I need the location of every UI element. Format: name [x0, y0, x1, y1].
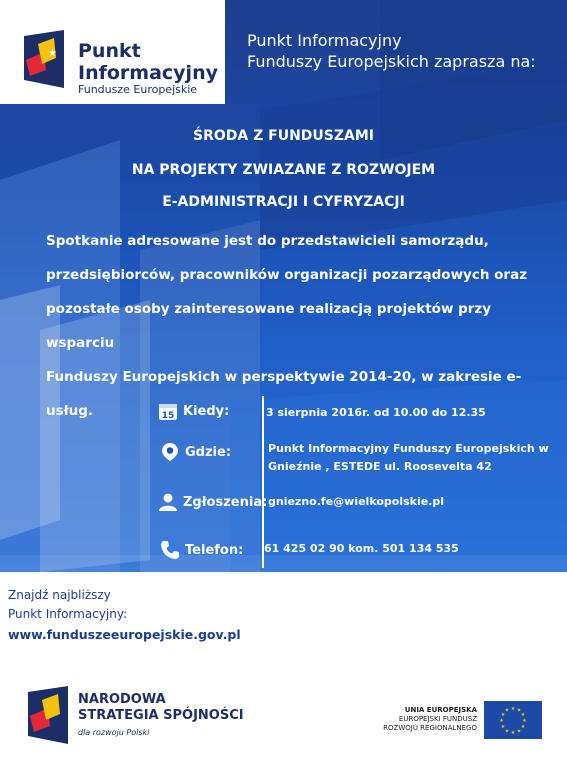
ue-line2: EUROPEJSKI FUNDUSZ: [398, 715, 477, 723]
nss-subtitle: dla rozwoju Polski: [78, 728, 150, 737]
person-icon: [158, 492, 178, 512]
nss-line2: STRATEGIA SPÓJNOŚCI: [78, 708, 244, 723]
description-line3: pozostałe osoby zainteresowane realizacją projektów przy wsparciu: [46, 301, 492, 351]
svg-text:★: ★: [504, 707, 510, 714]
event-title-line2: NA PROJEKTY ZWIAZANE Z ROZWOJEM: [131, 162, 436, 178]
svg-text:★: ★: [48, 48, 57, 59]
eu-fund-text: [355, 706, 477, 733]
ue-line1: UNIA EUROPEJSKA: [404, 706, 477, 714]
when-label: Kiedy:: [183, 403, 230, 419]
phone-value[interactable]: 61 425 02 90 kom. 501 134 535: [264, 542, 459, 555]
nss-logo-title: [78, 692, 244, 724]
where-label-group: [160, 442, 231, 462]
where-label: Gdzie:: [185, 444, 232, 460]
svg-text:★: ★: [520, 724, 526, 730]
where-value: [268, 440, 549, 476]
svg-text:★: ★: [510, 706, 516, 712]
event-title-line1: ŚRODA Z FUNDUSZAMI: [193, 128, 374, 144]
punkt-informacyjny-logo: [0, 0, 225, 104]
signup-label-group: [158, 492, 267, 512]
phone-icon: [160, 540, 180, 560]
svg-text:★: ★: [516, 728, 522, 735]
logo-title-line2: Informacyjny: [78, 62, 218, 84]
where-value-line2: Gnieźnie , ESTEDE ul. Roosevelta 42: [268, 460, 492, 473]
description-line4: Funduszy Europejskich w perspektywie 2014-20, w zakresie e-usług.: [46, 369, 522, 419]
signup-email[interactable]: gniezno.fe@wielkopolskie.pl: [268, 495, 445, 508]
find-line2: Punkt Informacyjny:: [8, 607, 128, 621]
location-pin-icon: [160, 442, 180, 462]
signup-label: Zgłoszenia:: [183, 494, 268, 510]
calendar-icon: [158, 401, 178, 421]
phone-label-group: [160, 540, 243, 560]
svg-text:★: ★: [500, 724, 506, 730]
invitation-line2: Funduszy Europejskich zaprasza na:: [247, 52, 536, 71]
eu-funds-flag-icon: [24, 30, 64, 88]
svg-text:★: ★: [504, 728, 510, 735]
description-line2: przedsiębiorców, pracowników organizacji pozarządowych oraz: [46, 267, 528, 283]
logo-subtitle: Fundusze Europejskie: [78, 83, 198, 96]
nss-logo-icon: [28, 686, 68, 744]
ue-line3: ROZWOJU REGIONALNEGO: [383, 724, 477, 732]
calendar-day: 15: [161, 411, 175, 421]
phone-label: Telefon:: [185, 542, 244, 558]
svg-text:★: ★: [510, 730, 516, 736]
find-line1: Znajdź najbliższy: [8, 588, 111, 602]
when-value: 3 sierpnia 2016r. od 10.00 do 12.35: [266, 406, 486, 419]
logo-title-line1: Punkt: [78, 40, 141, 62]
svg-text:★: ★: [500, 712, 506, 718]
invitation-line1: Punkt Informacyjny: [247, 31, 402, 50]
svg-text:★: ★: [520, 712, 526, 718]
svg-text:★: ★: [516, 707, 522, 714]
where-value-line1: Punkt Informacyjny Funduszy Europejskich w: [268, 442, 549, 455]
nss-line1: NARODOWA: [78, 692, 166, 707]
svg-text:★: ★: [499, 718, 504, 724]
svg-text:★: ★: [522, 718, 527, 724]
website-link[interactable]: www.funduszeeuropejskie.gov.pl: [8, 627, 241, 642]
invitation-heading: [247, 30, 536, 72]
when-label-group: [158, 401, 229, 421]
eu-flag-icon: [484, 701, 542, 739]
event-description: [46, 224, 561, 428]
description-line1: Spotkanie adresowane jest do przedstawicieli samorządu,: [46, 233, 489, 249]
event-title-line3: E-ADMINISTRACJI I CYFRYZACJI: [162, 194, 405, 210]
find-nearest-text: [8, 586, 127, 624]
